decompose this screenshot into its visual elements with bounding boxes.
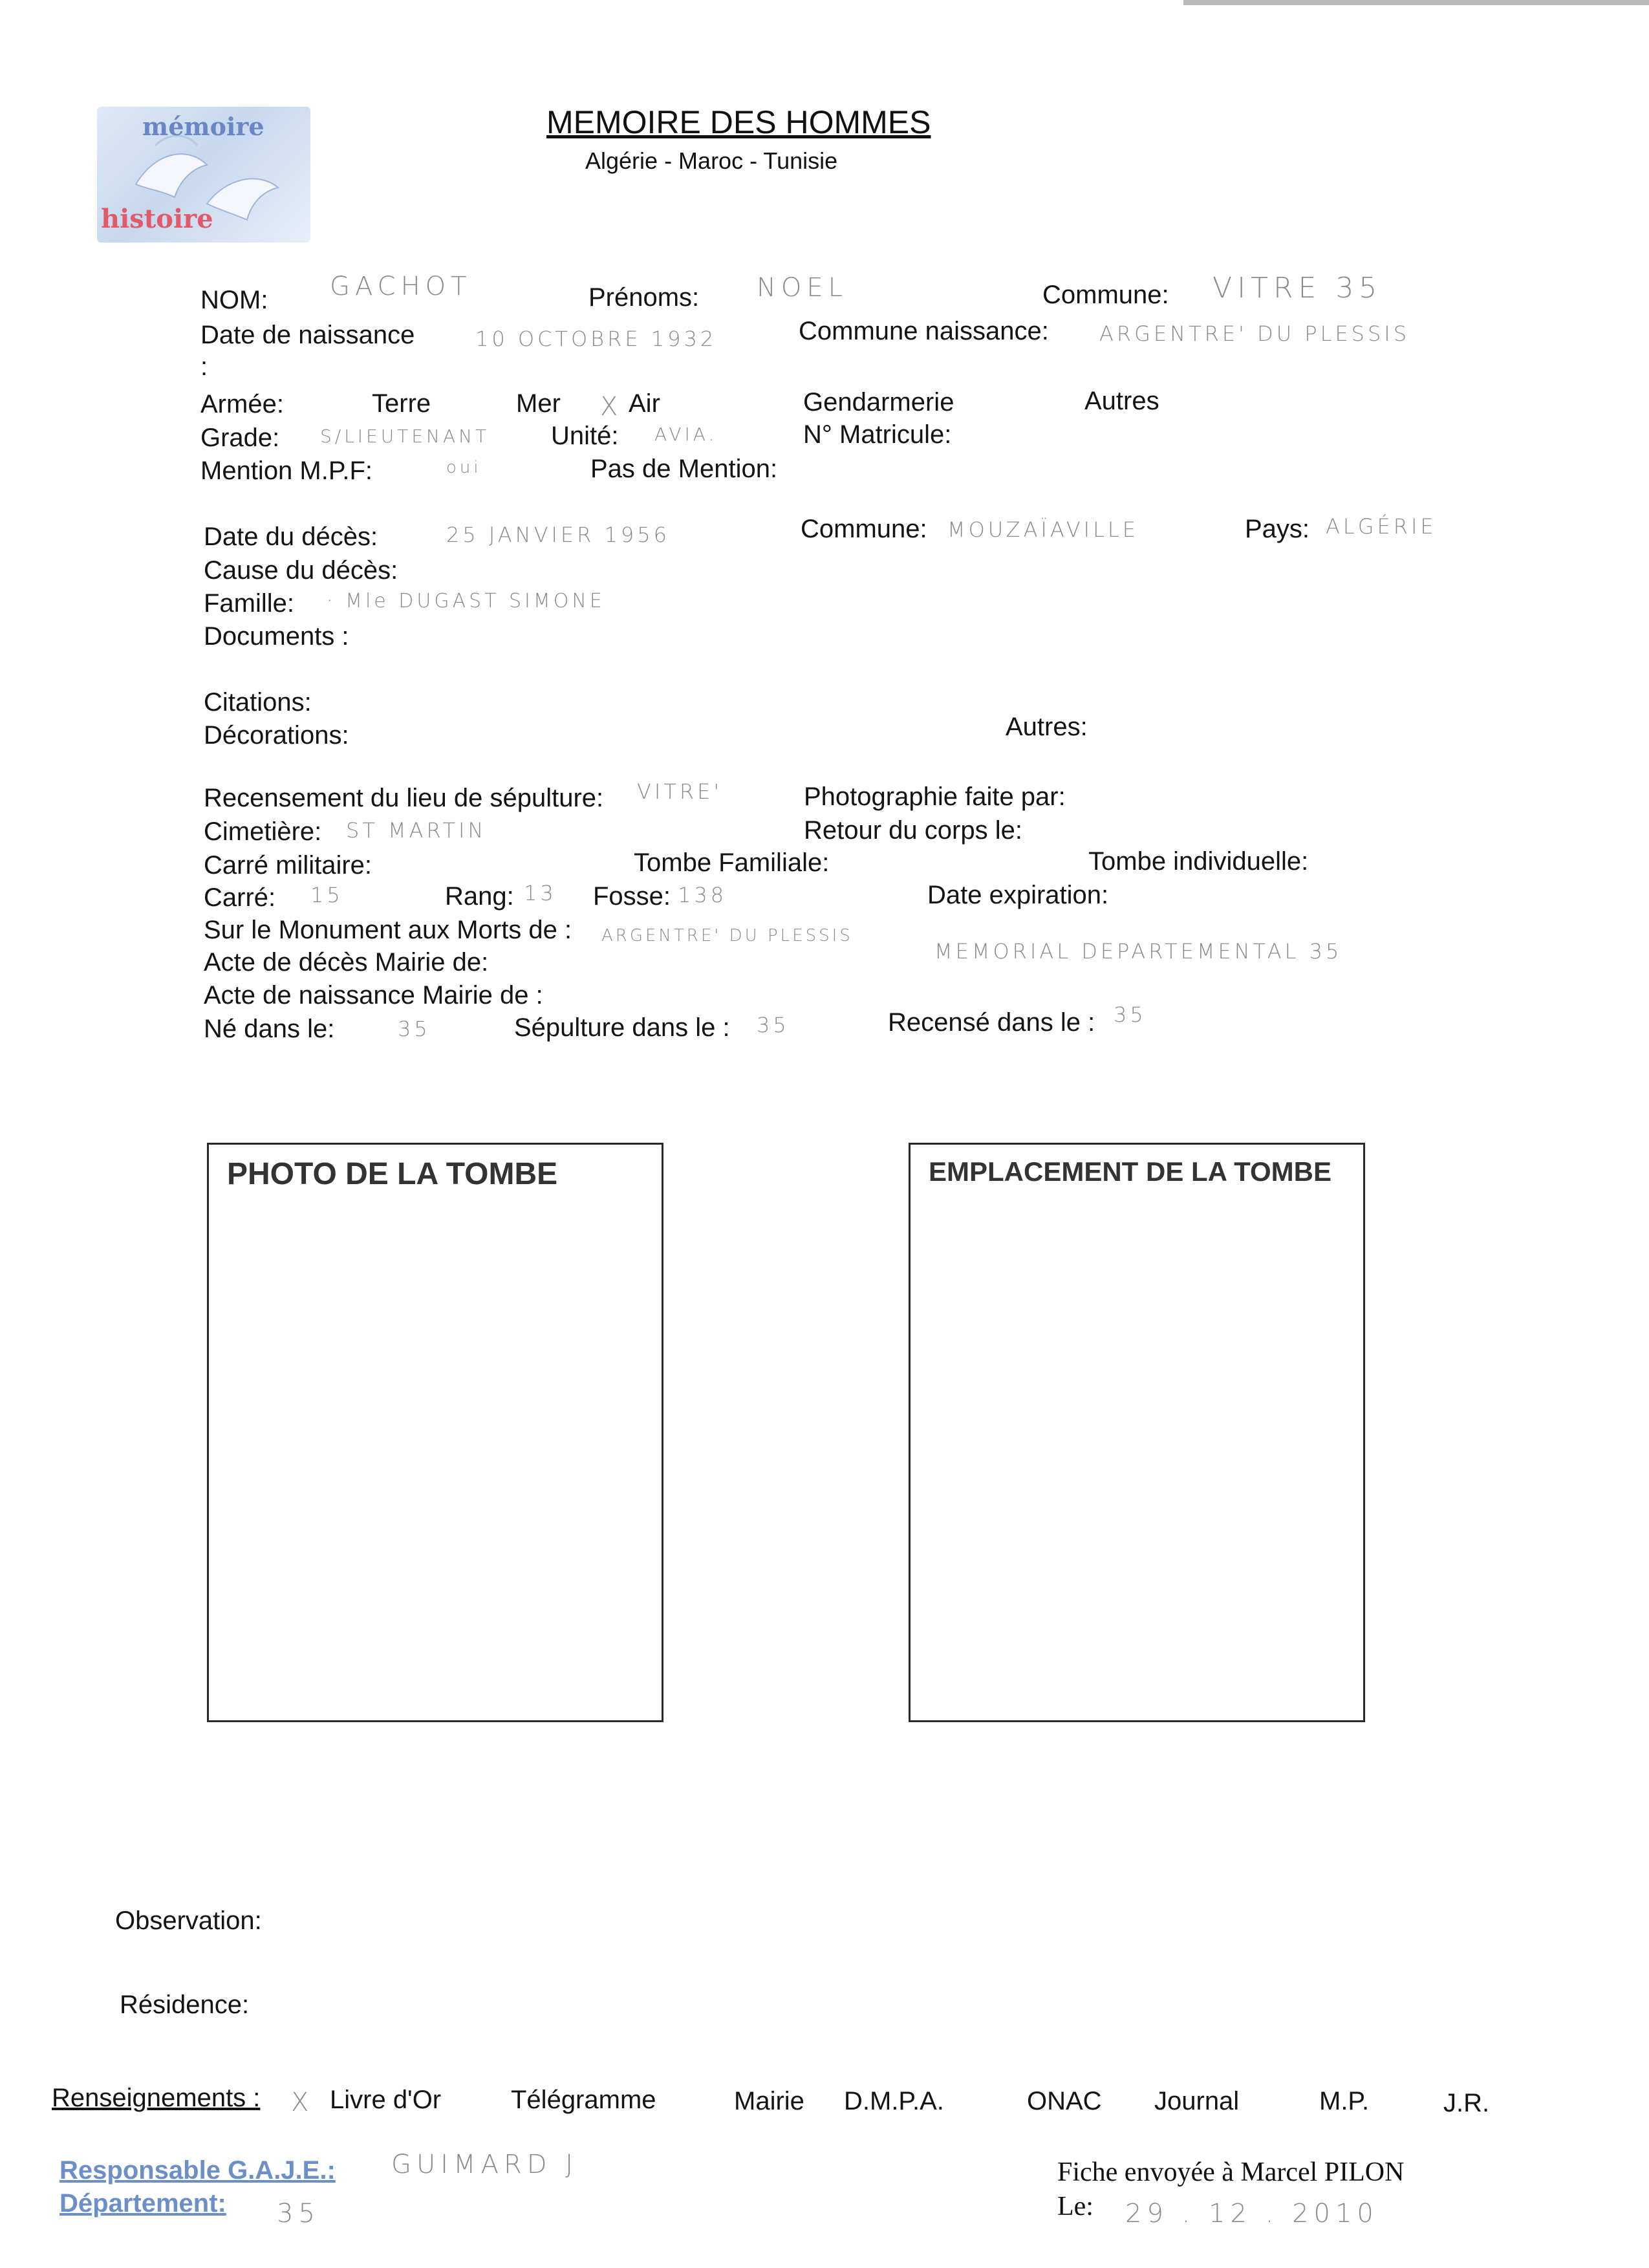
date-deces-value: 25 JANVIER 1956 xyxy=(446,523,670,547)
source-mairie: Mairie xyxy=(734,2087,804,2115)
sepulture-dans-label: Sépulture dans le : xyxy=(514,1013,730,1042)
ne-dans-label: Né dans le: xyxy=(204,1015,335,1043)
commune-naissance-value: ARGENTRE' DU PLESSIS xyxy=(1099,321,1410,346)
recense-dans-value: 35 xyxy=(1114,1002,1147,1027)
armee-label: Armée: xyxy=(200,390,284,418)
commune-value: VITRE 35 xyxy=(1212,272,1383,305)
source-journal: Journal xyxy=(1154,2087,1240,2115)
pays-label: Pays: xyxy=(1245,515,1310,543)
fosse-value: 138 xyxy=(678,883,727,907)
famille-label: Famille: xyxy=(204,589,295,618)
armee-mer: Mer xyxy=(516,389,561,418)
ne-dans-value: 35 xyxy=(398,1017,431,1041)
cimetiere-label: Cimetière: xyxy=(204,817,322,846)
autres-label: Autres xyxy=(1084,387,1159,415)
mention-label: Mention M.P.F: xyxy=(200,457,373,485)
armee-terre: Terre xyxy=(372,389,431,418)
photo-tombe-title: PHOTO DE LA TOMBE xyxy=(227,1157,558,1191)
rang-value: 13 xyxy=(524,881,557,905)
responsable-value: GUIMARD J xyxy=(391,2150,579,2179)
grade-label: Grade: xyxy=(200,424,280,452)
tombe-individuelle-label: Tombe individuelle: xyxy=(1088,847,1309,876)
matricule-label: N° Matricule: xyxy=(803,420,952,449)
source-telegramme: Télégramme xyxy=(511,2086,656,2114)
cause-deces-label: Cause du décès: xyxy=(204,556,398,585)
documents-label: Documents : xyxy=(204,622,349,651)
carre-militaire-label: Carré militaire: xyxy=(204,851,372,880)
air-check-mark: X xyxy=(600,392,618,422)
prenoms-value: NOEL xyxy=(757,273,848,303)
mention-value: oui xyxy=(446,458,482,477)
naissance-colon: : xyxy=(200,352,208,381)
famille-value: · Mle DUGAST SIMONE xyxy=(327,590,605,612)
le-label: Le: xyxy=(1057,2192,1094,2221)
emplacement-tombe-title: EMPLACEMENT DE LA TOMBE xyxy=(929,1156,1332,1187)
logo-text-memoire: mémoire xyxy=(142,112,264,141)
memoire-histoire-logo xyxy=(97,107,310,243)
page-title: MEMOIRE DES HOMMES xyxy=(546,104,931,140)
renseignements-label: Renseignements : xyxy=(52,2084,261,2112)
deces-commune-value: MOUZAÏAVILLE xyxy=(947,517,1139,542)
departement-label: Département: xyxy=(59,2189,226,2218)
observation-label: Observation: xyxy=(115,1906,262,1935)
photographie-label: Photographie faite par: xyxy=(804,783,1066,811)
page-subtitle: Algérie - Maroc - Tunisie xyxy=(585,147,838,174)
logo-text-histoire: histoire xyxy=(101,204,213,234)
memorial-value: MEMORIAL DEPARTEMENTAL 35 xyxy=(934,939,1342,964)
fosse-label: Fosse: xyxy=(593,882,671,911)
date-expiration-label: Date expiration: xyxy=(927,881,1109,909)
source-dmpa: D.M.P.A. xyxy=(844,2087,944,2115)
sepulture-dans-value: 35 xyxy=(757,1013,790,1037)
pays-value: ALGÉRIE xyxy=(1326,514,1437,539)
recensement-label: Recensement du lieu de sépulture: xyxy=(204,784,604,812)
retour-corps-label: Retour du corps le: xyxy=(804,816,1022,845)
nom-value: GACHOT xyxy=(330,272,472,301)
recense-dans-label: Recensé dans le : xyxy=(888,1008,1095,1037)
source-mp: M.P. xyxy=(1319,2087,1370,2115)
acte-deces-label: Acte de décès Mairie de: xyxy=(204,948,489,977)
livre-check-mark: X xyxy=(291,2088,309,2117)
photo-tombe-box xyxy=(207,1143,663,1722)
commune-naissance-label: Commune naissance: xyxy=(799,317,1049,345)
fiche-envoyee-label: Fiche envoyée à Marcel PILON xyxy=(1057,2157,1405,2187)
naissance-label: Date de naissance xyxy=(200,321,415,349)
unite-value: AVIA. xyxy=(654,424,718,445)
tombe-familiale-label: Tombe Familiale: xyxy=(634,848,830,877)
responsable-label: Responsable G.A.J.E.: xyxy=(59,2156,336,2185)
monument-value: ARGENTRE' DU PLESSIS xyxy=(601,926,853,945)
recensement-value: VITRE' xyxy=(637,779,723,804)
pas-mention-label: Pas de Mention: xyxy=(590,455,778,483)
source-livre-dor: Livre d'Or xyxy=(330,2086,442,2114)
departement-value: 35 xyxy=(277,2199,320,2229)
rang-label: Rang: xyxy=(445,882,514,911)
unite-label: Unité: xyxy=(551,422,619,450)
cimetiere-value: ST MARTIN xyxy=(346,818,487,843)
citations-label: Citations: xyxy=(204,688,312,717)
commune-label: Commune: xyxy=(1042,281,1169,309)
naissance-value: 10 OCTOBRE 1932 xyxy=(475,327,717,351)
le-date-value: 29 . 12 . 2010 xyxy=(1125,2199,1379,2229)
prenoms-label: Prénoms: xyxy=(588,283,700,312)
decorations-label: Décorations: xyxy=(204,721,349,750)
nom-label: NOM: xyxy=(200,286,268,314)
carre-label: Carré: xyxy=(204,883,276,912)
gendarmerie-label: Gendarmerie xyxy=(803,388,954,416)
emplacement-tombe-box xyxy=(909,1143,1365,1722)
monument-label: Sur le Monument aux Morts de : xyxy=(204,916,572,944)
honours-autres-label: Autres: xyxy=(1006,713,1088,741)
source-onac: ONAC xyxy=(1027,2087,1102,2115)
carre-value: 15 xyxy=(310,883,343,907)
deces-commune-label: Commune: xyxy=(801,515,927,543)
armee-air: Air xyxy=(629,389,660,418)
residence-label: Résidence: xyxy=(120,1991,250,2019)
date-deces-label: Date du décès: xyxy=(204,523,378,551)
grade-value: S/LIEUTENANT xyxy=(320,426,490,447)
source-jr: J.R. xyxy=(1443,2089,1490,2117)
scan-edge-line xyxy=(1183,0,1649,5)
acte-naissance-label: Acte de naissance Mairie de : xyxy=(204,981,543,1010)
